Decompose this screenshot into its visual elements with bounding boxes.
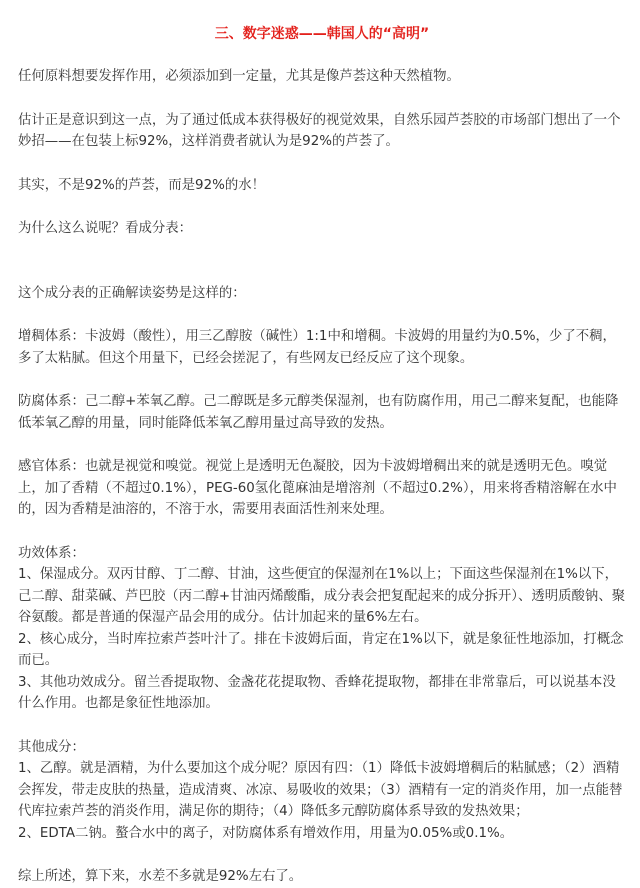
paragraph-ingredient-question: 为什么这么说呢？看成分表： <box>18 221 193 236</box>
paragraph-sensory-system: 感官体系：也就是视觉和嗅觉。视觉上是透明无色凝胶，因为卡波姆增稠出来的就是透明无色。嗅觉上，加了香精（不超过0.1%），PEG-60氢化蓖麻油是增溶剂（不超过0.2%），用来将香精溶解在水中的，因为香精是油溶的，不溶于水，需要用表面活性剂来处理。 <box>18 459 617 517</box>
other-item-edta: 2、EDTA二钠。螯合水中的离子，对防腐体系有增效作用，用量为0.05%或0.1%。 <box>18 825 514 841</box>
paragraph-intro: 任何原料想要发挥作用，必须添加到一定量，尤其是像芦荟这种天然植物。 <box>18 69 460 84</box>
other-item-ethanol: 1、乙醇。就是酒精，为什么要加这个成分呢？原因有四：（1）降低卡波姆增稠后的粘腻感；（2）酒精会挥发，带走皮肤的热量，造成清爽、冰凉、易吸收的效果；（3）酒精有一定的消炎作用，加一点能替代库拉索芦荟的消炎作用，满足你的期待；（4）降低多元醇防腐体系导致的发热效果； <box>18 761 623 819</box>
paragraph-interpretation-intro: 这个成分表的正确解读姿势是这样的： <box>18 285 246 301</box>
other-ingredients-heading: 其他成分： <box>18 739 85 755</box>
efficacy-item-moisturizing: 1、保湿成分。双丙甘醇、丁二醇、甘油，这些便宜的保湿剂在1%以上；下面这些保湿剂在1%以下，己二醇、甜菜碱、芦巴胶（丙二醇+甘油丙烯酸酯，成分表会把复配起来的成分拆开）、透明质酸钠、聚谷氨酸。都是普通的保湿产品会用的成分。估计加起来的量6%左右。 <box>18 567 626 625</box>
paragraph-thickening-system: 增稠体系：卡波姆（酸性），用三乙醇胺（碱性）1:1中和增稠。卡波姆的用量约为0.5%，少了不稠，多了太粘腻。但这个用量下，已经会搓泥了，有些网友已经反应了这个现象。 <box>18 329 616 366</box>
efficacy-heading: 功效体系： <box>18 545 85 561</box>
paragraph-marketing: 估计正是意识到这一点，为了通过低成本获得极好的视觉效果，自然乐园芦荟胶的市场部门想出了一个妙招——在包装上标92%，这样消费者就认为是92%的芦荟了。 <box>18 112 621 149</box>
other-ingredients-section <box>18 737 626 845</box>
efficacy-section <box>18 543 626 715</box>
paragraph-preservative-system: 防腐体系：己二醇+苯氧乙醇。己二醇既是多元醇类保湿剂，也有防腐作用，用己二醇来复配，也能降低苯氧乙醇的用量，同时能降低苯氧乙醇用量过高导致的发热。 <box>18 394 619 431</box>
paragraph-conclusion: 综上所述，算下来，水差不多就是92%左右了。 <box>18 869 303 884</box>
efficacy-item-core: 2、核心成分，当时库拉索芦荟叶汁了。排在卡波姆后面，肯定在1%以下，就是象征性地添加，打概念而已。 <box>18 631 624 668</box>
efficacy-item-other: 3、其他功效成分。留兰香提取物、金盏花花提取物、香蜂花提取物，都排在非常靠后，可以说基本没什么作用。也都是象征性地添加。 <box>18 674 616 711</box>
paragraph-water-claim: 其实，不是92%的芦荟，而是92%的水！ <box>18 177 265 193</box>
article-title: 三、数字迷惑——韩国人的“高明” <box>214 26 430 42</box>
